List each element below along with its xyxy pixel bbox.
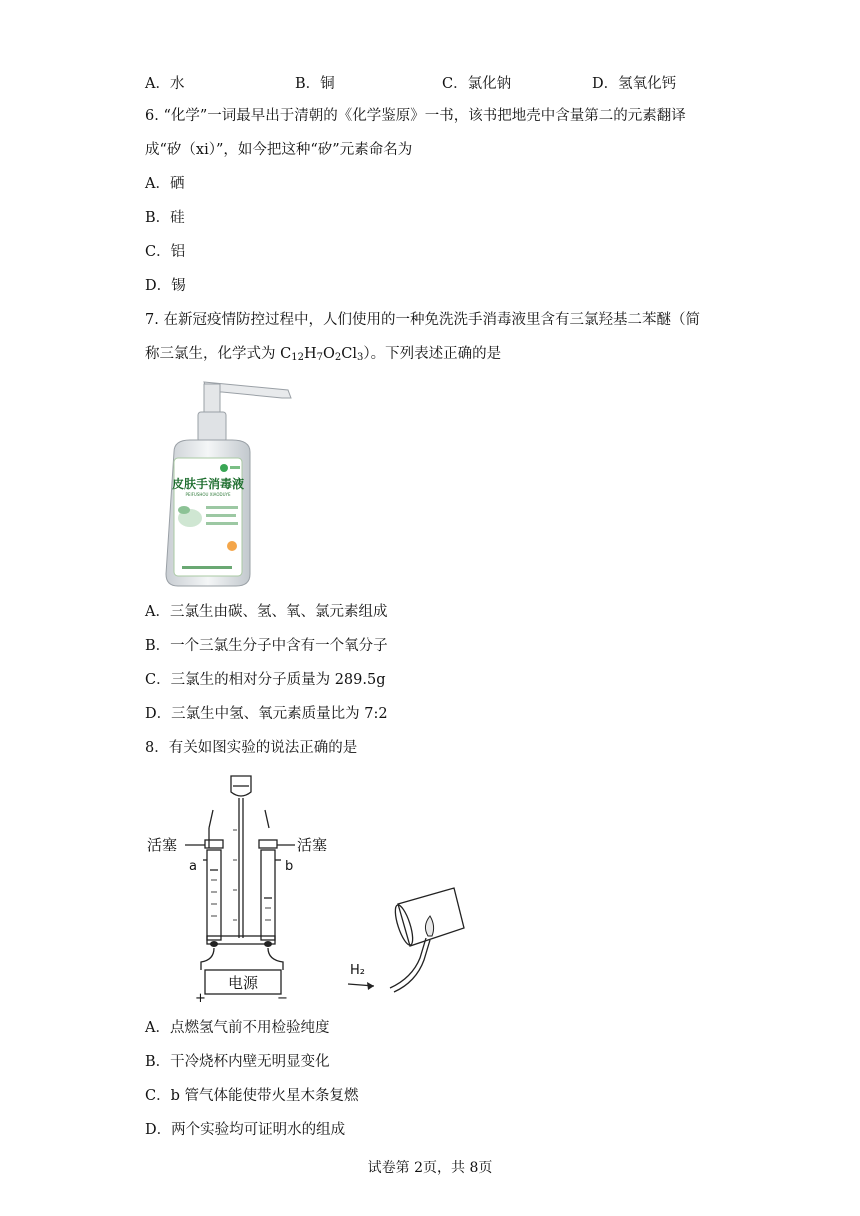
tube-a-label: a (189, 859, 197, 874)
q6-stem-line1: 6. “化学”一词最早出于清朝的《化学鉴原》一书，该书把地壳中含量第二的元素翻译 (145, 108, 686, 124)
q8-option-b: B．干冷烧杯内壁无明显变化 (145, 1054, 330, 1070)
q6-option-d: D．锡 (145, 278, 186, 294)
q6-option-b: B．硅 (145, 210, 185, 226)
q5-option-a: A．水 (145, 76, 185, 92)
left-electrode-icon (210, 941, 218, 947)
q5-option-c: C．氯化钠 (442, 76, 512, 92)
bottle-label-subtitle: PEIFUSHOU XIAODUYE (185, 492, 231, 497)
q7-stem-line2: 称三氯生，化学式为 $C_{12}H_7O_2Cl_3$）。下列表述正确的是 (145, 346, 502, 363)
q6-stem-line2: 成“矽（xi）”，如今把这种“矽”元素命名为 (145, 142, 413, 158)
q8-option-a: A．点燃氢气前不用检验纯度 (145, 1020, 330, 1036)
q7-option-c: C．三氯生的相对分子质量为 289.5g (145, 672, 386, 688)
q5-options (145, 72, 745, 92)
q6-option-c: C．铝 (145, 244, 186, 260)
sanitizer-bottle-image (160, 378, 300, 590)
q6-option-a: A．硒 (145, 176, 185, 192)
q5-option-b: B．铜 (295, 76, 335, 92)
q7-option-b: B．一个三氯生分子中含有一个氧分子 (145, 638, 388, 654)
brand-logo-icon (220, 464, 228, 472)
electrolysis-apparatus-diagram (135, 770, 370, 1005)
q5-option-d: D．氢氧化钙 (592, 76, 677, 92)
left-valve-label: 活塞 (147, 836, 178, 854)
right-electrode-icon (264, 941, 272, 947)
right-valve-label: 活塞 (297, 836, 328, 854)
q8-option-d: D．两个实验均可证明水的组成 (145, 1122, 346, 1138)
q7-option-d: D．三氯生中氢、氧元素质量比为 7:2 (145, 706, 388, 722)
power-supply-label: 电源 (227, 974, 259, 992)
tube-b-label: b (285, 859, 294, 874)
q7-option-a: A．三氯生由碳、氢、氧、氯元素组成 (145, 604, 388, 620)
page-footer: 试卷第 2页，共 8页 (367, 1160, 493, 1176)
q7-stem-line1: 7. 在新冠疫情防控过程中，人们使用的一种免洗洗手消毒液里含有三氯羟基二苯醚（简 (145, 312, 700, 328)
q8-option-c: C．b 管气体能使带火星木条复燃 (145, 1088, 359, 1104)
flame-icon (425, 916, 433, 936)
bottle-label-title: 皮肤手消毒液 (171, 477, 245, 491)
hydrogen-combustion-diagram (340, 880, 475, 995)
plus-terminal-label: + (195, 991, 206, 1005)
q8-stem: 8．有关如图实验的说法正确的是 (145, 740, 358, 756)
h2-label: H₂ (350, 963, 365, 978)
arrow-right-icon (367, 982, 374, 990)
minus-terminal-label: − (277, 991, 288, 1005)
